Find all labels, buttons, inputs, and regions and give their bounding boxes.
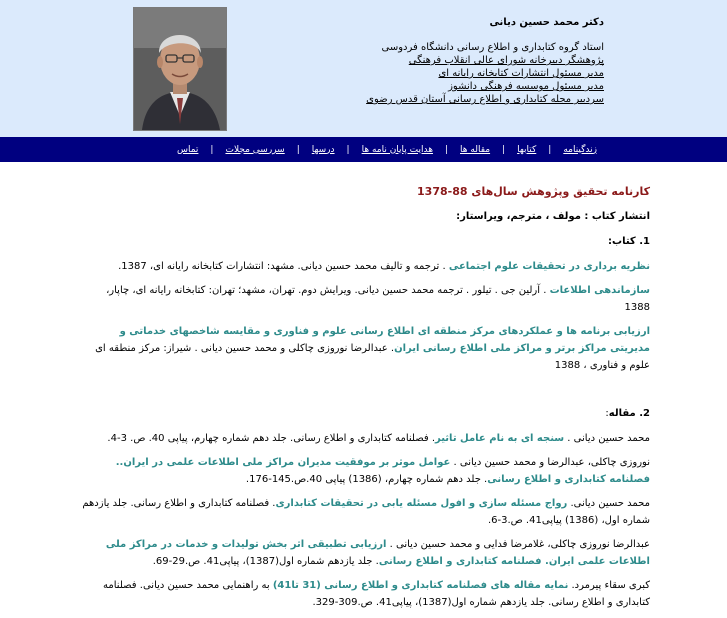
books-heading: 1. کتاب: xyxy=(608,236,650,247)
book-title: ارزیابی برنامه ها و عملکردهای مرکز منطقه ای اطلاع رسانی علوم و فناوری و مقایسه شاخصهای خدماتی و مدیریتی مراکز برتر و مراکز ملی اطلاع رسانی ایران xyxy=(119,326,650,354)
nav-separator: | xyxy=(296,144,300,155)
nav-link-contact[interactable]: تماس xyxy=(176,144,199,155)
nav-link-biography[interactable]: زندگینامه xyxy=(563,144,597,155)
nav-separator: | xyxy=(502,144,506,155)
article-authors: نوروزی چاکلی، عبدالرضا و محمد حسین دیانی . xyxy=(450,457,650,468)
articles-heading-colon: : xyxy=(605,408,609,419)
nav-separator: | xyxy=(444,144,449,155)
nav-link-journals[interactable]: سررسی مجلات xyxy=(225,144,285,155)
nav-separator: | xyxy=(210,144,214,155)
articles-heading-text: 2. مقاله xyxy=(608,408,650,419)
book-item xyxy=(78,323,650,374)
nav-link-books[interactable]: کتابها xyxy=(517,144,537,155)
article-details: . فصلنامه کتابداری و اطلاع رسانی. جلد دهم شماره چهارم، پیاپی 40. ص. 3-4. xyxy=(107,433,435,444)
article-item xyxy=(78,536,650,570)
book-details: . عبدالرضا نوروزی چاکلی و محمد حسین دیانی . شیراز: مرکز منطقه ای علوم و فناوری ، 1388 xyxy=(95,343,650,371)
article-title: عوامل موثر بر موفقیت مدیران مراکز ملی اطلاعات علمی در ایران.. فصلنامه کتابداری و اطلاع رسانی xyxy=(115,457,650,485)
article-title: رواج مسئله سازی و افول مسئله یابی در تحقیقات کتابداری xyxy=(275,498,568,509)
portrait-image xyxy=(134,8,226,130)
article-item xyxy=(78,454,650,488)
header xyxy=(0,0,727,137)
book-title: نظریه برداری در تحقیقات علوم اجتماعی xyxy=(448,261,650,272)
article-authors: محمد حسین دیانی. xyxy=(567,498,650,509)
main-content xyxy=(78,183,650,618)
book-title: سازماندهی اطلاعات xyxy=(549,285,650,296)
article-details: به راهنمایی محمد حسین دیانی. فصلنامه کتابداری و اطلاع رسانی. جلد یازدهم شماره اول(1387)، پیاپی41. ص.309-329. xyxy=(103,580,650,608)
article-title: نمایه مقاله های فصلنامه کتابداری و اطلاع رسانی (31 تا41) xyxy=(272,580,569,591)
profile-info xyxy=(274,16,604,106)
profile-position: استاد گروه کتابداری و اطلاع رسانی دانشگاه فردوسی xyxy=(381,42,604,53)
article-details: . فصلنامه کتابداری و اطلاع رسانی. جلد یازدهم شماره اول، (1386) پیاپی41. ص.3-6. xyxy=(82,498,650,526)
page-title: کارنامه تحقیق وپژوهش سال‌های 88-1378 xyxy=(417,185,650,198)
article-item xyxy=(78,577,650,611)
publications-subtitle: انتشار کتاب : مولف ، مترجم، ویراستار: xyxy=(456,211,650,222)
article-item xyxy=(78,430,650,447)
articles-heading xyxy=(78,405,650,422)
book-item xyxy=(78,258,650,275)
nav-list xyxy=(177,137,597,162)
nav-separator: | xyxy=(346,144,350,155)
profile-position-link[interactable]: مدیر مسئول موسسه فرهنگی دانشوز xyxy=(448,81,604,92)
profile-position-link[interactable]: مدیر مسئول انتشارات کتابخانه رایانه ای xyxy=(438,68,604,79)
profile-name: دکتر محمد حسين ديانی xyxy=(489,17,604,28)
article-title: سنجه ای به نام عامل تاثیر xyxy=(435,433,565,444)
article-authors: عبدالرضا نوروزی چاکلی، غلامرضا فدایی و محمد حسین دیانی . xyxy=(386,539,650,550)
article-details: . جلد یازدهم شماره اول(1387)، پیاپی41. ص.29-69. xyxy=(152,556,379,567)
book-details: . ترجمه و تالیف محمد حسین دیانی. مشهد: انتشارات کتابخانه رایانه ای، 1387. xyxy=(118,261,449,272)
article-authors: محمد حسین دیانی . xyxy=(564,433,650,444)
book-details: . آرلین جی . تیلور . ترجمه محمد حسین دیانی. ویرایش دوم. تهران، مشهد؛ تهران: کتابخانه رایانه ای، چاپار، 1388 xyxy=(106,285,650,313)
article-details: . جلد دهم شماره چهارم، (1386) پیاپی 40.ص.145-176. xyxy=(245,474,488,485)
profile-position-link[interactable]: پژوهشگر دبیرخانه شورای عالی انقلاب فرهنگی xyxy=(408,55,604,66)
nav-bar xyxy=(0,137,727,162)
nav-link-thesis-supervision[interactable]: هدایت پایان نامه ها xyxy=(361,144,433,155)
book-item xyxy=(78,282,650,316)
profile-photo xyxy=(133,7,227,131)
nav-link-articles[interactable]: مقاله ها xyxy=(460,144,491,155)
nav-link-courses[interactable]: درسها xyxy=(311,144,335,155)
section-spacer xyxy=(78,381,650,405)
article-title: ارزیابی تطبیقی اثر بخش تولیدات و خدمات در مراکز ملی اطلاعات علمی ایران. فصلنامه کتابداری و اطلاع رسانی xyxy=(105,539,650,567)
article-item xyxy=(78,495,650,529)
nav-separator: | xyxy=(548,144,552,155)
article-authors: کبری سقاء پیرمرد. xyxy=(568,580,650,591)
profile-position-link[interactable]: سردبیر مجله کتابداری و اطلاع رسانی آستان قدس رضوی xyxy=(366,94,604,105)
